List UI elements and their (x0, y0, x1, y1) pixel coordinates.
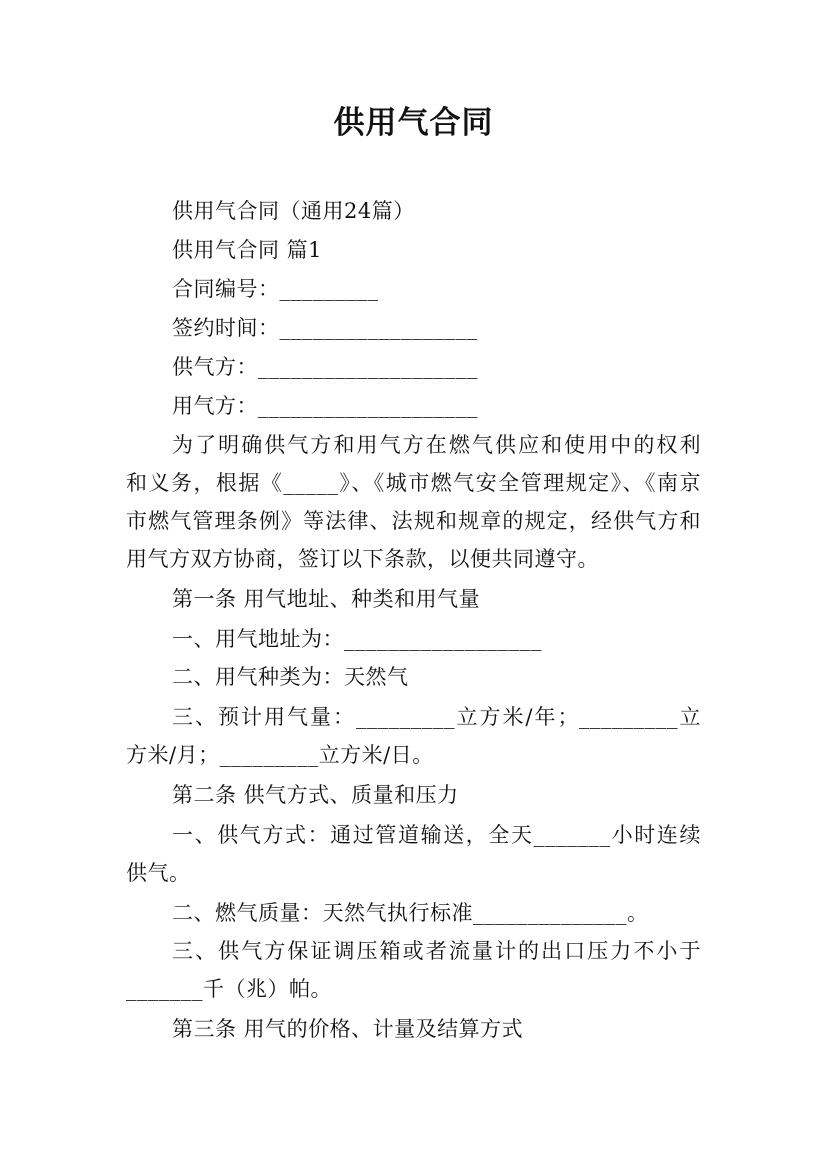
paragraph-line: 市燃气管理条例》等法律、法规和规章的规定，经供气方和 (126, 509, 701, 533)
subtitle-line: 供用气合同（通用24篇） (172, 199, 415, 223)
clause-line: 二、用气种类为：天然气 (172, 665, 409, 689)
supplier-field: 供气方：____________________ (172, 355, 478, 379)
paragraph-line: 为了明确供气方和用气方在燃气供应和使用中的权利 (172, 433, 701, 457)
paragraph-line: 和义务，根据《_____》、《城市燃气安全管理规定》、《南京 (126, 471, 701, 495)
clause-line: 方米/月；_________立方米/日。 (126, 743, 434, 767)
contract-number-field: 合同编号：_________ (172, 277, 379, 301)
article-heading: 第一条 用气地址、种类和用气量 (172, 587, 481, 611)
clause-line: 一、供气方式：通过管道输送，全天_______小时连续 (172, 823, 701, 847)
clause-line: 供气。 (126, 861, 191, 885)
clause-line: 一、用气地址为：__________________ (172, 627, 542, 651)
clause-line: _______千（兆）帕。 (126, 977, 332, 1001)
user-field: 用气方：____________________ (172, 394, 478, 418)
paragraph-line: 用气方双方协商，签订以下条款，以便共同遵守。 (126, 547, 599, 571)
clause-line: 三、预计用气量：_________立方米/年；_________立 (172, 705, 701, 729)
document-title: 供用气合同 (333, 105, 494, 141)
clause-line: 二、燃气质量：天然气执行标准______________。 (172, 901, 649, 925)
article-heading: 第二条 供气方式、质量和压力 (172, 783, 459, 807)
signing-date-field: 签约时间：__________________ (172, 316, 478, 340)
section-heading: 供用气合同 篇1 (172, 238, 323, 262)
article-heading: 第三条 用气的价格、计量及结算方式 (172, 1017, 524, 1041)
clause-line: 三、供气方保证调压箱或者流量计的出口压力不小于 (172, 939, 701, 963)
